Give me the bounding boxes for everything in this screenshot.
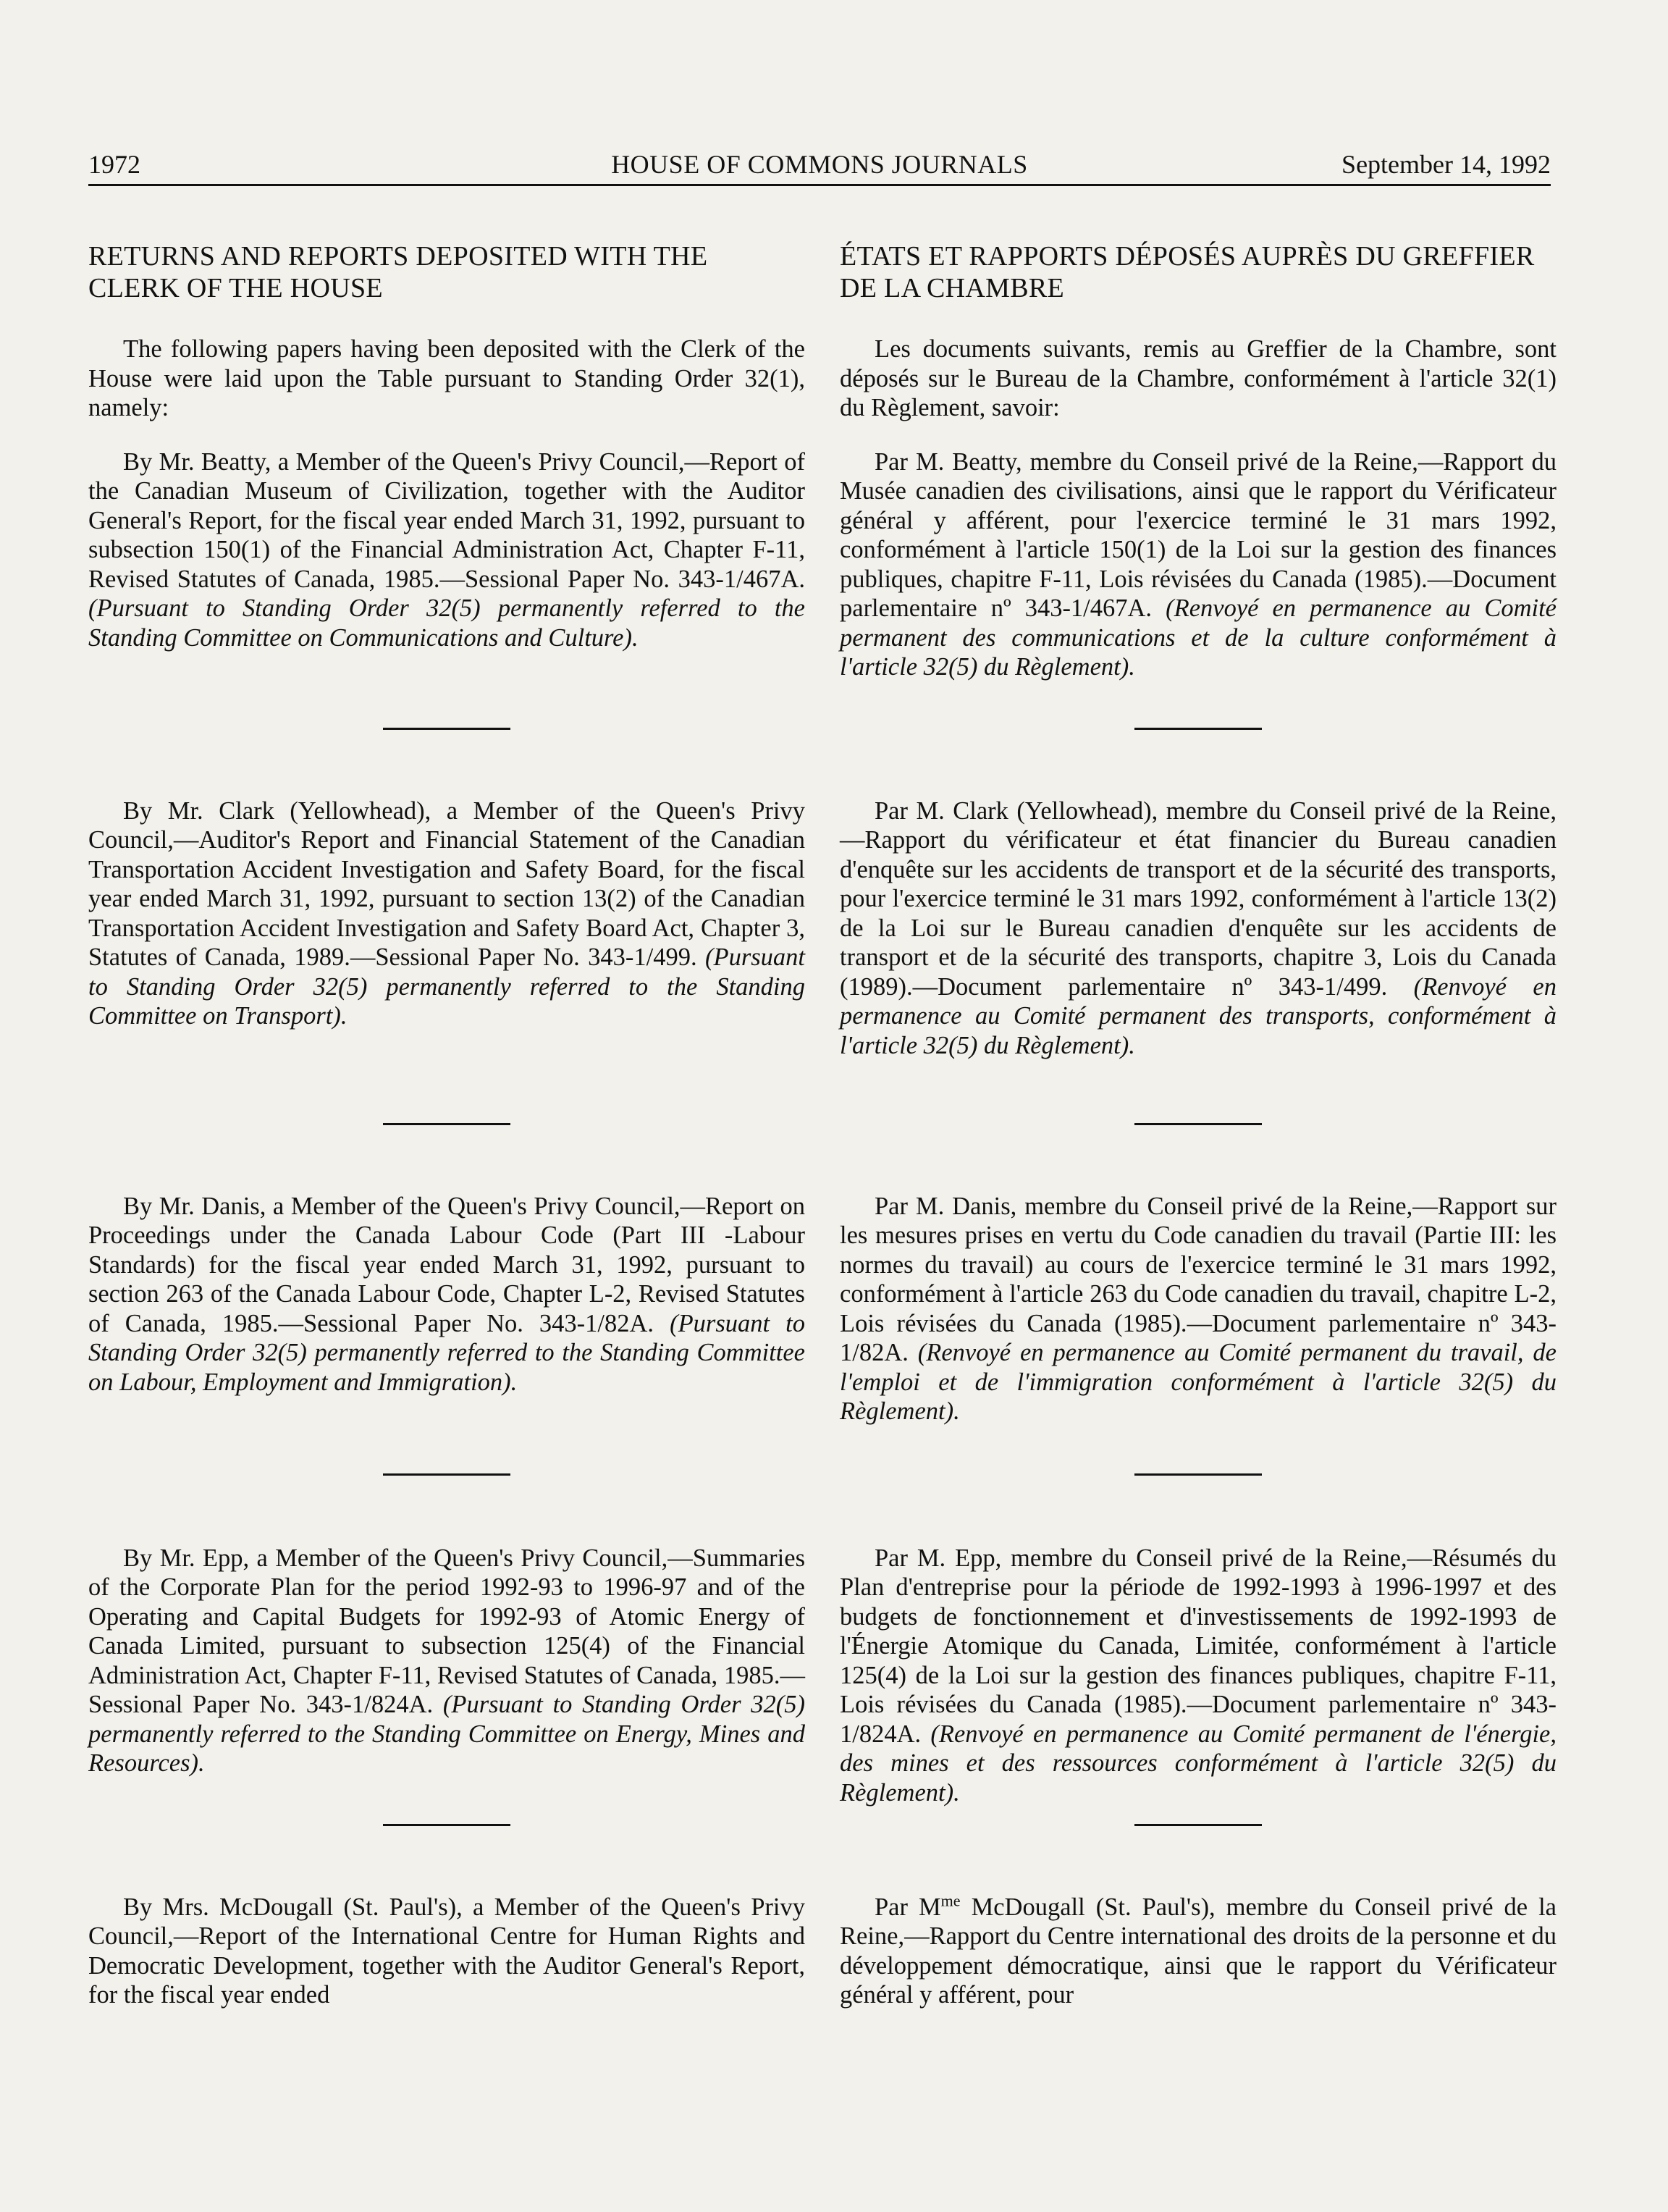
french-column — [840, 240, 1557, 2010]
english-entry-danis — [88, 1192, 805, 1427]
french-entry-clark — [840, 796, 1557, 1090]
english-entry-clark — [88, 796, 805, 1061]
entry-text: McDougall (St. Paul's), membre du Conseil privé de la Reine,—Rapport du Centre international des droits de la personne et du développement démocratique, ainsi que le rapport du Vérificateur général y afférent, pour — [840, 1893, 1557, 2009]
french-entry-mcdougall — [840, 1893, 1557, 2010]
english-entry-mcdougall — [88, 1893, 805, 2010]
entry-text: Par M. Clark (Yellowhead), membre du Conseil privé de la Reine,—Rapport du vérificateur et état financier du Bureau canadien d'enquête sur les accidents de transport et de la sécurité des transports, pour l'exercice terminé le 31 mars 1992, conformément à l'article 13(2) de la Loi sur le Bureau canadien d'enquête sur les accidents de transport et de la sécurité des transports, chapitre 3, Lois du Canada (1989).—Document parlementaire nº 343-1/499. — [840, 796, 1557, 1001]
english-entry-epp — [88, 1544, 805, 1779]
journal-title: HOUSE OF COMMONS JOURNALS — [611, 150, 1028, 179]
entry-referral: (Renvoyé en permanence au Comité permanent du travail, de l'emploi et de l'immigration conformément à l'article 32(5) du Règlement). — [840, 1339, 1557, 1425]
english-entry-beatty — [88, 447, 805, 683]
french-intro: Les documents suivants, remis au Greffier de la Chambre, sont déposés sur le Bureau de la Chambre, conformément à l'article 32(1) du Règlement, savoir: — [840, 335, 1557, 421]
entry-referral: (Pursuant to Standing Order 32(5) permanently referred to the Standing Committee on Energy, Mines and Resources). — [88, 1691, 805, 1777]
english-column — [88, 240, 805, 2010]
french-heading: ÉTATS ET RAPPORTS DÉPOSÉS AUPRÈS DU GREFFIER DE LA CHAMBRE — [840, 241, 1535, 303]
entry-text: By Mr. Danis, a Member of the Queen's Privy Council,—Report on Proceedings under the Canada Labour Code (Part III -Labour Standards) for the fiscal year ended March 31, 1992, pursuant to section 263 of the Canada Labour Code, Chapter L-2, Revised Statutes of Canada, 1985.—Sessional Paper No. 343-1/82A. — [88, 1192, 805, 1337]
entry-text: Par M. Epp, membre du Conseil privé de la Reine,—Résumés du Plan d'entreprise pour la période de 1992-1993 à 1996-1997 et des budgets de fonctionnement et d'investissements de 1992-1993 de l'Énergie Atomique du Canada, Limitée, conformément à l'article 125(4) de la Loi sur la gestion des finances publiques, chapitre F-11, Lois révisées du Canada (1985).—Document parlementaire nº 343-1/824A. — [840, 1544, 1557, 1748]
journal-date: September 14, 1992 — [1341, 150, 1551, 179]
entry-superscript: me — [940, 1891, 961, 1909]
entry-referral: (Pursuant to Standing Order 32(5) permanently referred to the Standing Committee on Labour, Employment and Immigration). — [88, 1309, 805, 1396]
english-heading: RETURNS AND REPORTS DEPOSITED WITH THE CLERK OF THE HOUSE — [88, 241, 708, 303]
entry-text: Par M. Beatty, membre du Conseil privé de la Reine,—Rapport du Musée canadien des civilisations, ainsi que le rapport du Vérificateur général y afférent, pour l'exercice terminé le 31 mars 1992, conformément à l'article 150(1) de la Loi sur la gestion des finances publiques, chapitre F-11, Lois révisées du Canada (1985).—Document parlementaire nº 343-1/467A. — [840, 447, 1557, 622]
entry-text: By Mrs. McDougall (St. Paul's), a Member of the Queen's Privy Council,—Report of the International Centre for Human Rights and Democratic Development, together with the Auditor General's Report, for the fiscal year ended — [88, 1893, 805, 2009]
entry-referral: (Renvoyé en permanence au Comité permanent des transports, conformément à l'article 32(5) du Règlement). — [840, 972, 1557, 1059]
entry-text: Par M. Danis, membre du Conseil privé de la Reine,—Rapport sur les mesures prises en vertu du Code canadien du travail (Partie III: les normes du travail) au cours de l'exercice terminé le 31 mars 1992, conformément à l'article 263 du Code canadien du travail, chapitre L-2, Lois révisées du Canada (1985).—Document parlementaire nº 343-1/82A. — [840, 1192, 1557, 1366]
english-intro: The following papers having been deposited with the Clerk of the House were laid upon the Table pursuant to Standing Order 32(1), namely: — [88, 335, 805, 421]
entry-referral: (Renvoyé en permanence au Comité permanent des communications et de la culture conformément à l'article 32(5) du Règlement). — [840, 594, 1557, 681]
page-number: 1972 — [88, 150, 140, 179]
entry-referral: (Pursuant to Standing Order 32(5) permanently referred to the Standing Committee on Transport). — [88, 943, 805, 1030]
entry-prefix: Par M — [875, 1893, 941, 1921]
french-entry-beatty — [840, 447, 1557, 712]
entry-text: By Mr. Beatty, a Member of the Queen's Privy Council,—Report of the Canadian Museum of Civilization, together with the Auditor General's Report, for the fiscal year ended March 31, 1992, pursuant to subsection 150(1) of the Financial Administration Act, Chapter F-11, Revised Statutes of Canada, 1985.—Sessional Paper No. 343-1/467A. — [88, 447, 805, 593]
french-entry-danis — [840, 1192, 1557, 1427]
running-header — [88, 145, 1551, 186]
entry-text: By Mr. Epp, a Member of the Queen's Privy Council,—Summaries of the Corporate Plan for the period 1992-93 to 1996-97 and of the Operating and Capital Budgets for 1992-93 of Atomic Energy of Canada Limited, pursuant to subsection 125(4) of the Financial Administration Act, Chapter F-11, Revised Statutes of Canada, 1985.—Sessional Paper No. 343-1/824A. — [88, 1544, 805, 1718]
french-entry-epp — [840, 1544, 1557, 1807]
entry-referral: (Pursuant to Standing Order 32(5) permanently referred to the Standing Committee on Communications and Culture). — [88, 594, 805, 652]
entry-referral: (Renvoyé en permanence au Comité permanent de l'énergie, des mines et des ressources conformément à l'article 32(5) du Règlement). — [840, 1720, 1557, 1807]
entry-text: By Mr. Clark (Yellowhead), a Member of the Queen's Privy Council,—Auditor's Report and Financial Statement of the Canadian Transportation Accident Investigation and Safety Board, for the fiscal year ended March 31, 1992, pursuant to section 13(2) of the Canadian Transportation Accident Investigation and Safety Board Act, Chapter 3, Statutes of Canada, 1989.—Sessional Paper No. 343-1/499. — [88, 796, 805, 971]
